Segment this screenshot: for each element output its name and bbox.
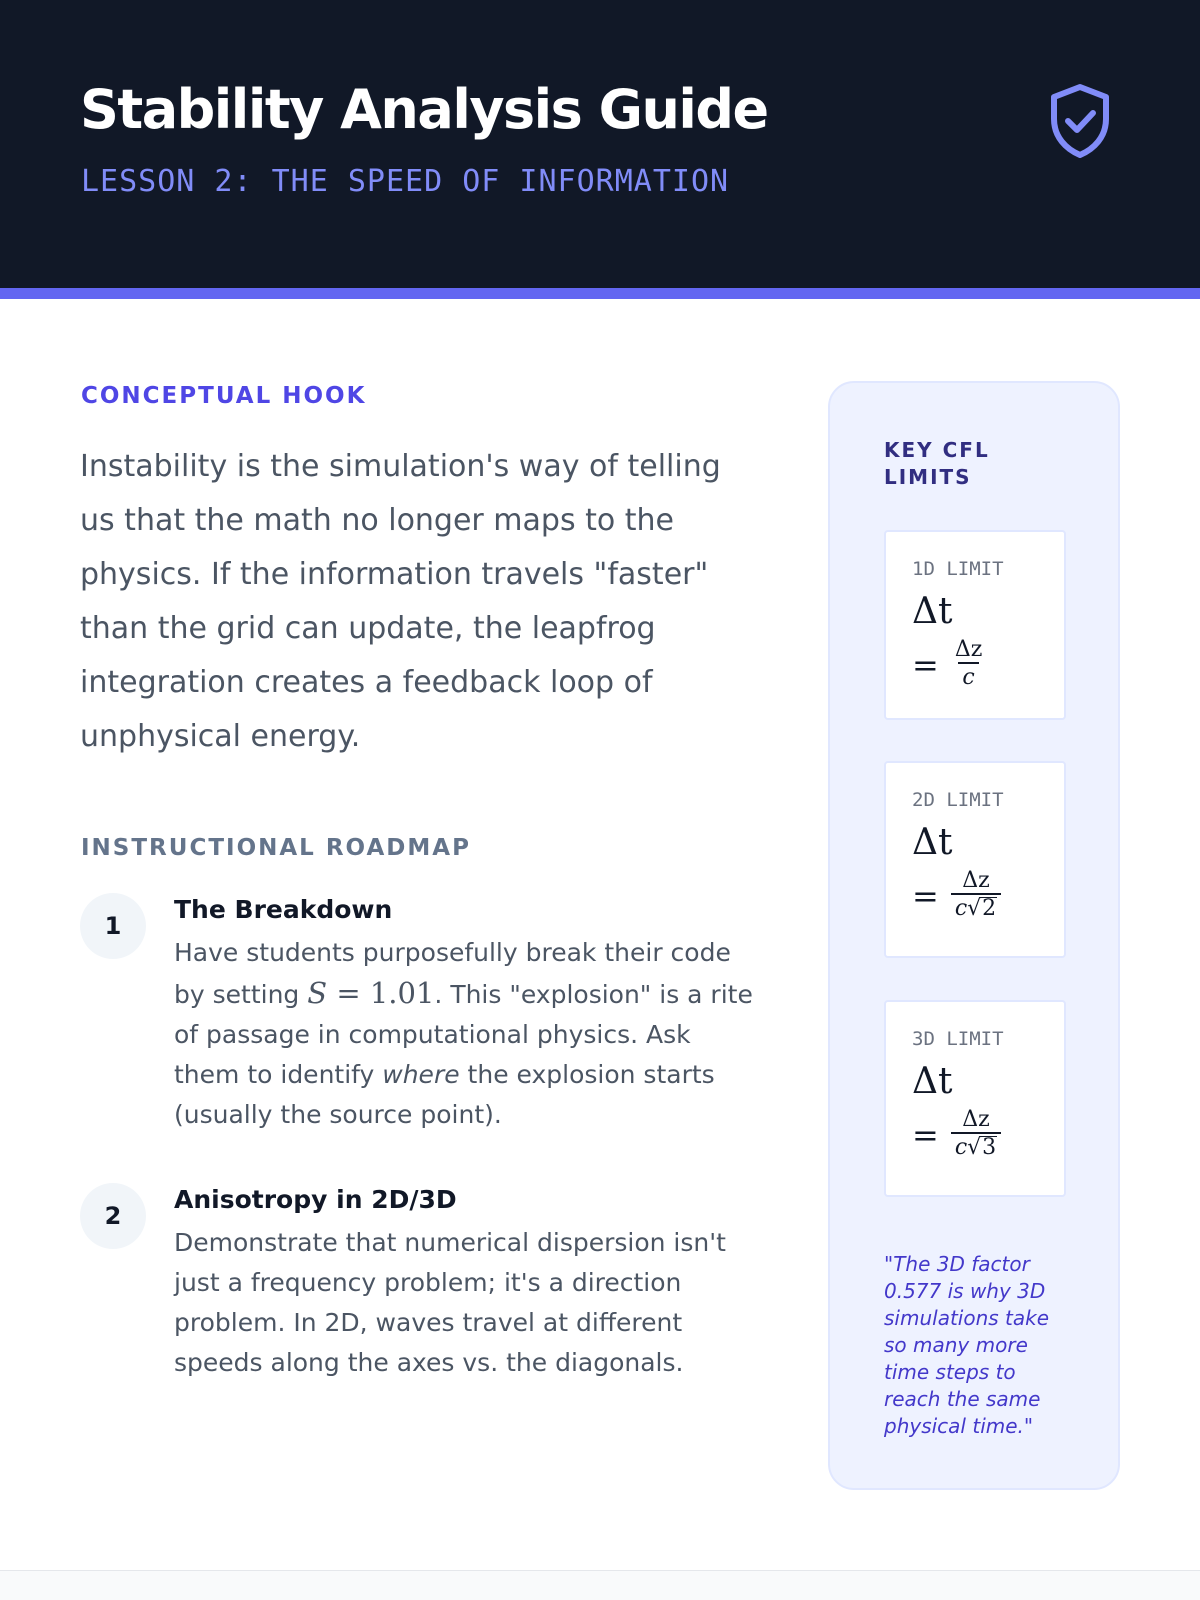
lesson-subtitle: LESSON 2: THE SPEED OF INFORMATION [81,164,730,199]
sidebar-quote: "The 3D factor 0.577 is why 3D simulations take so many more time steps to reach the same physical time." [884,1252,1050,1438]
math-variable: S [307,976,328,1010]
fraction-numerator: Δz [962,868,990,893]
inline-math [307,976,434,1010]
limit-label: 1D LIMIT [912,558,1004,580]
footer [0,1571,1200,1600]
equals-sign: = [912,877,939,915]
step-body-text: . This "explosion" is a rite of passage in computational physics. Ask them to identify [174,980,753,1089]
shield-check-icon [1048,83,1112,159]
header-accent-bar [0,288,1200,299]
fraction-numerator: Δz [962,1107,990,1132]
step-body: Demonstrate that numerical dispersion isn't just a frequency problem; it's a direction problem. In 2D, waves travel at different speeds along the axes vs. the diagonals. [174,1228,726,1377]
limit-formula [912,1062,1001,1162]
limit-card-3d [884,1000,1066,1197]
formula-fraction [951,1108,1001,1162]
step-body-text: the explosion starts (usually the source point). [174,1060,715,1129]
step-emphasis: where [382,1060,460,1089]
formula-lhs: Δt [912,591,953,632]
speed-symbol: c [962,665,975,690]
header [0,0,1200,288]
sidebar-label: KEY CFL LIMITS [884,438,990,489]
limit-card-2d [884,761,1066,958]
page-title: Stability Analysis Guide [80,78,768,141]
step-body [174,933,758,1135]
fraction-numerator: Δz [954,637,983,662]
step-title: The Breakdown [174,895,393,924]
step-title: Anisotropy in 2D/3D [174,1185,457,1214]
limit-formula [912,592,986,692]
limit-label: 2D LIMIT [912,789,1004,811]
limit-formula [912,823,1001,923]
speed-symbol: c [954,1135,968,1160]
hook-label: CONCEPTUAL HOOK [81,383,367,409]
fraction-denominator: c√3 [951,1132,1001,1162]
sqrt-radicand: 2 [982,896,997,921]
equals-sign: = [912,646,939,684]
fraction-denominator: c√2 [951,893,1001,923]
step-number: 2 [80,1183,146,1249]
cfl-sidebar [828,381,1120,1490]
step-body-text: Have students purposefully break their code by setting [174,938,731,1009]
limit-card-1d [884,530,1066,720]
formula-lhs: Δt [912,1061,953,1102]
formula-fraction [951,638,986,692]
hook-text: Instability is the simulation's way of telling us that the math no longer maps to the physics. If the information travels "faster" than the grid can update, the leapfrog integration creates a feedback loop of unphysical energy. [80,449,721,754]
limit-label: 3D LIMIT [912,1028,1004,1050]
roadmap-label: INSTRUCTIONAL ROADMAP [81,835,471,861]
sqrt-radicand: 3 [982,1135,997,1160]
formula-fraction [951,869,1001,923]
speed-symbol: c [954,896,968,921]
math-value: = 1.01 [327,976,435,1010]
fraction-denominator [958,662,978,692]
equals-sign: = [912,1116,939,1154]
step-number: 1 [80,893,146,959]
formula-lhs: Δt [912,822,953,863]
